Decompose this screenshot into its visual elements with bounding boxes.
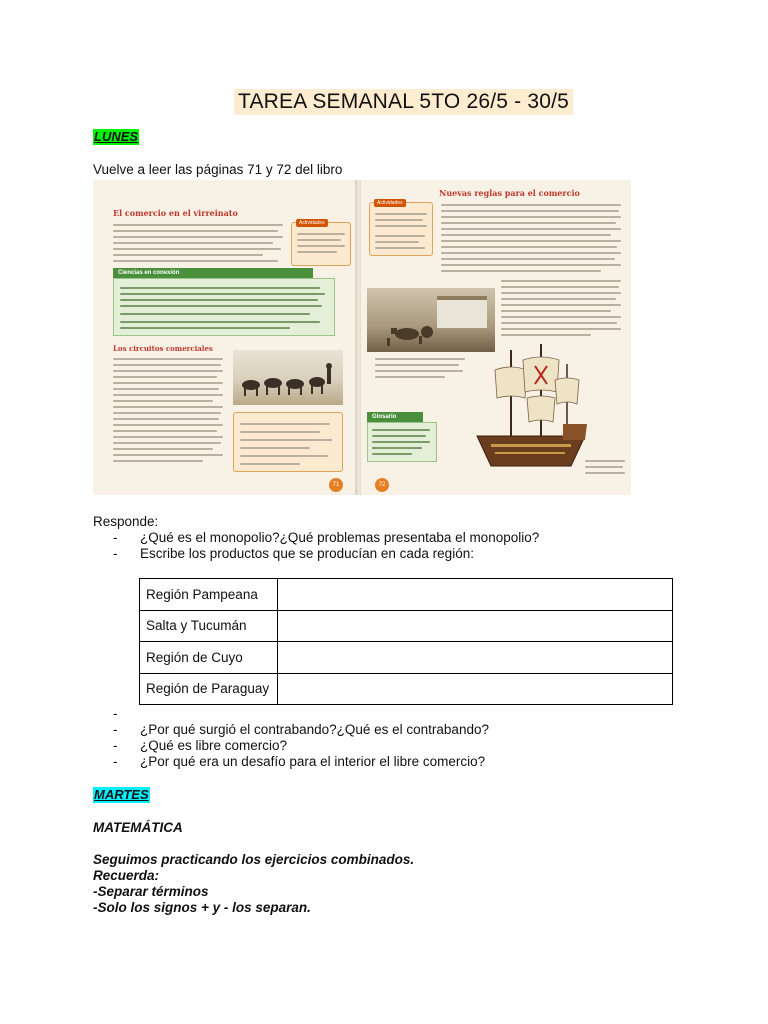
textbook-pages-image [93,180,631,495]
region-label: Región de Cuyo [140,642,278,674]
question-list-b [113,706,489,770]
table-row [140,673,673,705]
table-row [140,610,673,642]
question-item: - ¿Qué es el monopolio?¿Qué problemas presentaba el monopolio? [113,530,540,545]
glossary-box [367,422,437,462]
question-item: - ¿Qué es libre comercio? [113,738,288,753]
responde-label: Responde: [93,514,159,529]
galleon-ship-illustration [471,340,591,480]
activity-box-left-lower [233,412,343,472]
math-line: Recuerda: [93,868,160,883]
page-number-71: 71 [329,478,343,492]
question-item: - [113,706,118,721]
question-item: - ¿Por qué surgió el contrabando?¿Qué es el contrabando? [113,722,489,737]
reading-instruction: Vuelve a leer las páginas 71 y 72 del libro [93,162,343,177]
book-subheading-left: Los circuitos comerciales [113,344,213,353]
math-line: -Solo los signos + y - los separan. [93,900,311,915]
region-answer-cell[interactable] [278,610,673,642]
mule-train-illustration [233,350,343,405]
science-connection-box [113,278,335,336]
book-heading-left: El comercio en el virreinato [113,208,238,218]
region-label: Región Pampeana [140,579,278,611]
subject-heading: MATEMÁTICA [93,820,183,835]
glossary-band: Glosario [367,412,423,422]
day-label-monday: LUNES [94,129,139,144]
textbook-page-72 [361,180,631,495]
science-connection-band: Ciencias en conexión [113,268,313,278]
question-list-a [113,530,539,562]
question-item: - ¿Por qué era un desafío para el interior el libre comercio? [113,754,486,769]
page-number-72: 72 [375,478,389,492]
activity-box-right: Actividades [369,202,433,256]
page-title: TAREA SEMANAL 5TO 26/5 - 30/5 [234,89,573,115]
region-label: Salta y Tucumán [140,610,278,642]
table-row [140,579,673,611]
region-products-table [139,578,673,705]
question-item: - Escribe los productos que se producían en cada región: [113,546,474,561]
region-label: Región de Paraguay [140,673,278,705]
region-answer-cell[interactable] [278,673,673,705]
table-row [140,642,673,674]
region-answer-cell[interactable] [278,579,673,611]
textbook-page-71 [93,180,357,495]
book-heading-right: Nuevas reglas para el comercio [439,188,580,198]
region-answer-cell[interactable] [278,642,673,674]
day-label-tuesday: MARTES [94,787,149,802]
math-line: -Separar términos [93,884,209,899]
activity-box-left: Actividades [291,222,351,266]
math-line: Seguimos practicando los ejercicios combinados. [93,852,415,867]
